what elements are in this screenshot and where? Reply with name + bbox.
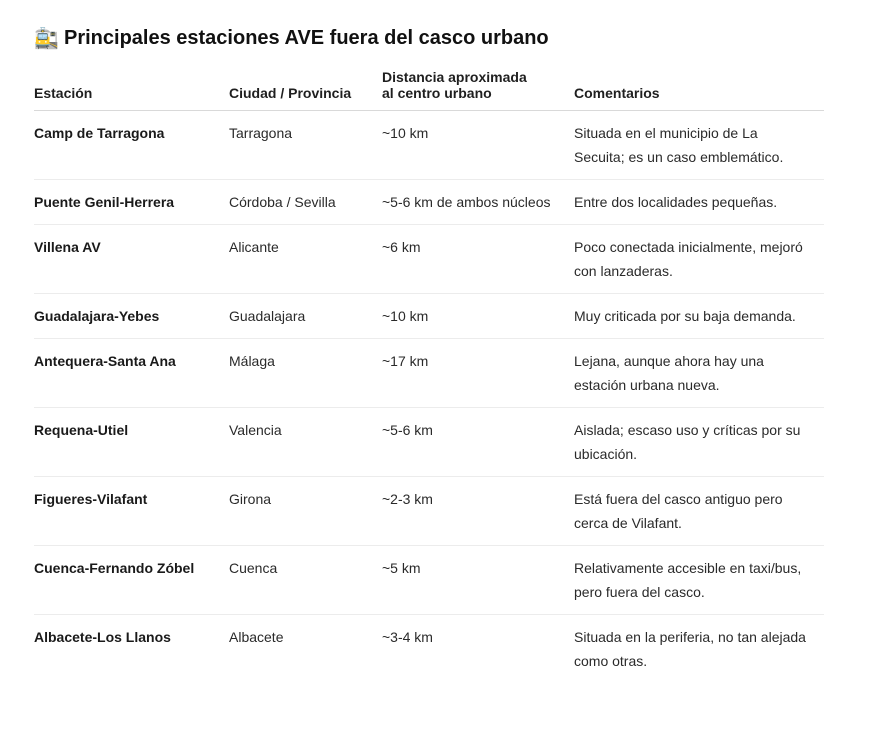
cell-comments: Situada en la periferia, no tan alejada como otras. xyxy=(574,629,806,669)
cell-city-province: Albacete xyxy=(229,629,284,645)
column-header-distance: Distancia aproximada al centro urbano xyxy=(382,67,574,111)
stations-table xyxy=(34,67,824,683)
column-header-comments: Comentarios xyxy=(574,67,824,111)
cell-comments: Situada en el municipio de La Secuita; es un caso emblemático. xyxy=(574,111,824,180)
cell-comments: Entre dos localidades pequeñas. xyxy=(574,180,824,225)
cell-distance: ~5-6 km xyxy=(382,408,574,477)
page-title xyxy=(34,24,549,53)
cell-distance: ~5 km xyxy=(382,546,574,615)
page-title-text: Principales estaciones AVE fuera del casco urbano xyxy=(64,27,549,49)
cell-station: Puente Genil-Herrera xyxy=(34,180,229,225)
cell-station: Requena-Utiel xyxy=(34,408,229,477)
table-row xyxy=(34,294,824,339)
cell-station: Figueres-Vilafant xyxy=(34,477,229,546)
train-station-icon: 🚉 xyxy=(34,28,59,50)
table-row xyxy=(34,615,824,684)
cell-comments: Está fuera del casco antiguo pero cerca de Vilafant. xyxy=(574,477,824,546)
cell-city-province: Alicante xyxy=(229,225,382,294)
column-header-city-province: Ciudad / Provincia xyxy=(229,67,382,111)
cell-city-province: Valencia xyxy=(229,408,382,477)
cell-comments: Lejana, aunque ahora hay una estación urbana nueva. xyxy=(574,339,824,408)
table-row xyxy=(34,477,824,546)
column-header-station: Estación xyxy=(34,67,229,111)
cell-city-province: Córdoba / Sevilla xyxy=(229,180,382,225)
table-header-row xyxy=(34,67,824,111)
cell-distance: ~10 km xyxy=(382,111,574,180)
table-header xyxy=(34,67,824,111)
table-row xyxy=(34,111,824,180)
table-row xyxy=(34,546,824,615)
cell-station: Camp de Tarragona xyxy=(34,111,229,180)
cell-city-province: Cuenca xyxy=(229,546,382,615)
cell-comments: Aislada; escaso uso y críticas por su ubicación. xyxy=(574,408,824,477)
table-row xyxy=(34,408,824,477)
cell-city-province: Girona xyxy=(229,477,382,546)
cell-comments: Poco conectada inicialmente, mejoró con lanzaderas. xyxy=(574,225,824,294)
table-row xyxy=(34,339,824,408)
cell-distance: ~6 km xyxy=(382,225,574,294)
cell-distance: ~3-4 km xyxy=(382,629,433,645)
cell-distance: ~2-3 km xyxy=(382,477,574,546)
cell-city-province: Málaga xyxy=(229,339,382,408)
cell-comments: Relativamente accesible en taxi/bus, pero fuera del casco. xyxy=(574,546,824,615)
cell-distance: ~17 km xyxy=(382,339,574,408)
table-row xyxy=(34,225,824,294)
cell-station: Antequera-Santa Ana xyxy=(34,339,229,408)
cell-station: Albacete-Los Llanos xyxy=(34,629,171,645)
cell-distance: ~10 km xyxy=(382,294,574,339)
cell-comments: Muy criticada por su baja demanda. xyxy=(574,294,824,339)
cell-station: Guadalajara-Yebes xyxy=(34,294,229,339)
cell-city-province: Tarragona xyxy=(229,111,382,180)
table-row xyxy=(34,180,824,225)
cell-distance: ~5-6 km de ambos núcleos xyxy=(382,180,574,225)
cell-station: Cuenca-Fernando Zóbel xyxy=(34,546,229,615)
cell-station: Villena AV xyxy=(34,225,229,294)
table-body xyxy=(34,111,824,684)
cell-city-province: Guadalajara xyxy=(229,294,382,339)
